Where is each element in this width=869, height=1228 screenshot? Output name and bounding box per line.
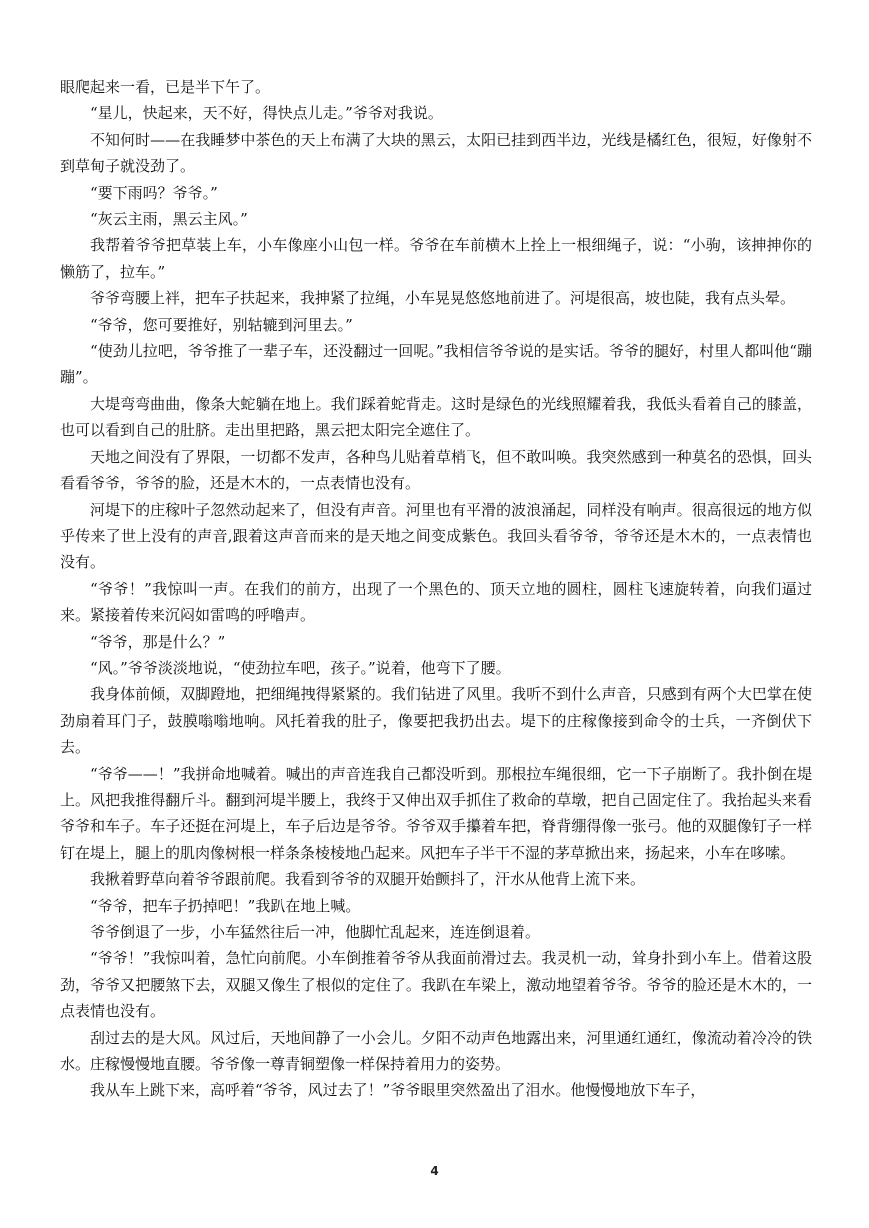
paragraph: 我身体前倾，双脚蹬地，把细绳拽得紧紧的。我们钻进了风里。我听不到什么声音，只感到有两个大巴掌在使劲扇着耳门子，鼓膜嗡嗡地响。风托着我的肚子，像要把我扔出去。堤下的庄稼像接到命令的士兵，一齐倒伏下去。 bbox=[60, 685, 812, 757]
paragraph: “要下雨吗？爷爷。” bbox=[90, 183, 218, 202]
paragraph: “爷爷，那是什么？” bbox=[90, 632, 226, 651]
paragraph: “星儿，快起来，天不好，得快点儿走。”爷爷对我说。 bbox=[90, 104, 443, 123]
paragraph: 爷爷弯腰上袢，把车子扶起来，我抻紧了拉绳，小车晃晃悠悠地前进了。河堤很高，坡也陡，我有点头晕。 bbox=[90, 289, 796, 308]
paragraph: “爷爷！”我惊叫一声。在我们的前方，出现了一个黑色的、顶天立地的圆柱，圆柱飞速旋转着，向我们逼过来。紧接着传来沉闷如雷鸣的呼噜声。 bbox=[60, 579, 812, 625]
paragraph: 我帮着爷爷把草装上车，小车像座小山包一样。爷爷在车前横木上拴上一根细绳子，说：“小驹，该抻抻你的懒筋了，拉车。” bbox=[60, 236, 812, 281]
paragraph: 大堤弯弯曲曲，像条大蛇躺在地上。我们踩着蛇背走。这时是绿色的光线照耀着我，我低头看着自己的膝盖，也可以看到自己的肚脐。走出里把路，黑云把太阳完全遮住了。 bbox=[60, 394, 812, 440]
paragraph: 刮过去的是大风。风过后，天地间静了一小会儿。夕阳不动声色地露出来，河里通红通红，像流动着冷冷的铁水。庄稼慢慢地直腰。爷爷像一尊青铜塑像一样保持着用力的姿势。 bbox=[60, 1028, 812, 1074]
paragraph: “使劲儿拉吧，爷爷推了一辈子车，还没翻过一回呢。”我相信爷爷说的是实话。爷爷的腿好，村里人都叫他“蹦蹦”。 bbox=[60, 342, 812, 387]
paragraph: 眼爬起来一看，已是半下午了。 bbox=[60, 78, 271, 96]
paragraph: 我从车上跳下来，高呼着“爷爷，风过去了！”爷爷眼里突然盈出了泪水。他慢慢地放下车子， bbox=[90, 1081, 706, 1100]
paragraph: 河堤下的庄稼叶子忽然动起来了，但没有声音。河里也有平滑的波浪涌起，同样没有响声。很高很远的地方似乎传来了世上没有的声音,跟着这声音而来的是天地之间变成紫色。我回头看爷爷，爷爷还是木木的，一点表情也没有。 bbox=[60, 500, 812, 572]
paragraph: 爷爷倒退了一步，小车猛然往后一冲，他脚忙乱起来，连连倒退着。 bbox=[90, 923, 541, 941]
paragraph: 不知何时——在我睡梦中茶色的天上布满了大块的黑云，太阳已挂到西半边，光线是橘红色，很短，好像射不到草甸子就没劲了。 bbox=[60, 130, 812, 176]
paragraph: “爷爷，把车子扔掉吧！”我趴在地上喊。 bbox=[90, 896, 361, 915]
paragraph: “灰云主雨，黑云主风。” bbox=[90, 210, 248, 229]
page-number: 4 bbox=[430, 1164, 439, 1178]
paragraph: 我揪着野草向着爷爷跟前爬。我看到爷爷的双腿开始颤抖了，汗水从他背上流下来。 bbox=[90, 870, 646, 889]
paragraph: “爷爷！”我惊叫着，急忙向前爬。小车倒推着爷爷从我面前滑过去。我灵机一动，耸身扑到小车上。借着这股劲，爷爷又把腰煞下去，双腿又像生了根似的定住了。我趴在车梁上，激动地望着爷爷。爷爷的脸还是木木的，一点表情也没有。 bbox=[60, 949, 812, 1021]
paragraph: “爷爷——！”我拼命地喊着。喊出的声音连我自己都没听到。那根拉车绳很细，它一下子崩断了。我扑倒在堤上。风把我推得翻斤斗。翻到河堤半腰上，我终于又伸出双手抓住了救命的草墩，把自己固定住了。我抬起头来看爷爷和车子。车子还挺在河堤上，车子后边是爷爷。爷爷双手攥着车把，脊背绷得像一张弓。他的双腿像钉子一样钉在堤上，腿上的肌肉像树根一样条条棱棱地凸起来。风把车子半干不湿的茅草掀出来，扬起来，小车在哆嗦。 bbox=[60, 764, 812, 862]
body-text bbox=[60, 74, 812, 1104]
paragraph: 天地之间没有了界限，一切都不发声，各种鸟儿贴着草梢飞，但不敢叫唤。我突然感到一种莫名的恐惧，回头看看爷爷，爷爷的脸，还是木木的，一点表情也没有。 bbox=[60, 447, 812, 493]
paragraph: “风。”爷爷淡淡地说，“使劲拉车吧，孩子。”说着，他弯下了腰。 bbox=[90, 658, 511, 677]
paragraph: “爷爷，您可要推好，别轱辘到河里去。” bbox=[90, 315, 353, 334]
